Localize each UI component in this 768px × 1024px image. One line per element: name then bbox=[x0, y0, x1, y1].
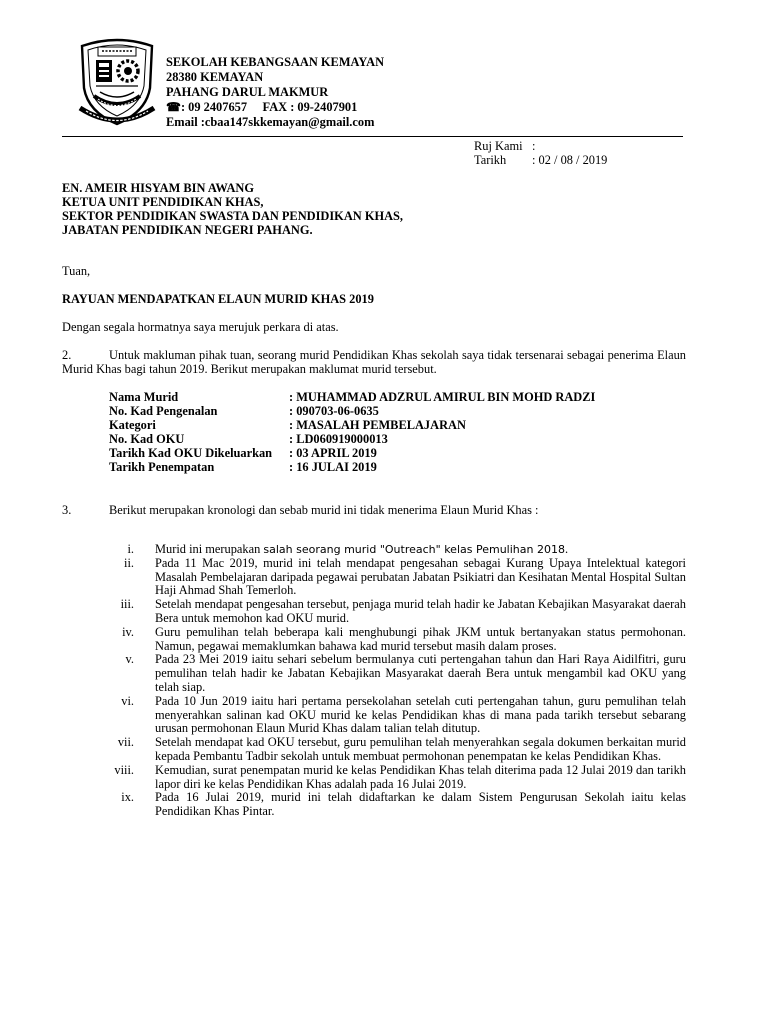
detail-value: : MASALAH PEMBELAJARAN bbox=[289, 418, 466, 432]
reference-block bbox=[474, 140, 607, 167]
school-name: SEKOLAH KEBANGSAAN KEMAYAN bbox=[166, 55, 385, 69]
student-details bbox=[109, 390, 595, 474]
list-item bbox=[100, 791, 686, 819]
postcode-town: 28380 KEMAYAN bbox=[166, 70, 264, 84]
ruj-label: Ruj Kami bbox=[474, 139, 523, 153]
salutation: Tuan, bbox=[62, 264, 91, 278]
ruj-row bbox=[474, 140, 607, 154]
state: PAHANG DARUL MAKMUR bbox=[166, 85, 329, 99]
detail-label: Tarikh Penempatan bbox=[109, 460, 215, 474]
item-text: Kemudian, surat penempatan murid ke kelas Pendidikan Khas telah diterima pada 12 Julai 2019 dan tarikh lapor diri ke kelas Pendidikan Khas adalah pada 16 Julai 2019. bbox=[155, 762, 686, 791]
item-number: iii. bbox=[120, 597, 134, 612]
addressee-line: SEKTOR PENDIDIKAN SWASTA DAN PENDIDIKAN KHAS, bbox=[62, 209, 404, 223]
ruj-value: : bbox=[532, 139, 536, 153]
phone-number: : 09 2407657 bbox=[180, 100, 248, 114]
item-number: ix. bbox=[121, 790, 134, 805]
addressee-line: JABATAN PENDIDIKAN NEGERI PAHANG. bbox=[62, 223, 313, 237]
detail-label: No. Kad OKU bbox=[109, 432, 185, 446]
item-text-part: . bbox=[564, 542, 569, 556]
detail-row bbox=[109, 432, 595, 446]
list-item bbox=[100, 626, 686, 654]
list-item bbox=[100, 736, 686, 764]
detail-value: : 090703-06-0635 bbox=[289, 404, 379, 418]
item-text: Guru pemulihan telah beberapa kali menghubungi pihak JKM untuk bertanyakan status permohonan. Namun, pegawai memaklumkan bahawa kad murid tersebut masih dalam proses. bbox=[155, 624, 686, 653]
item-text-part: Murid ini merupakan bbox=[155, 542, 264, 556]
detail-row bbox=[109, 404, 595, 418]
paragraph-number: 3. bbox=[62, 503, 72, 517]
list-item bbox=[100, 764, 686, 792]
item-text bbox=[155, 543, 686, 557]
fax-number: FAX : 09-2407901 bbox=[262, 100, 358, 114]
list-item bbox=[100, 543, 686, 557]
subject-heading: RAYUAN MENDAPATKAN ELAUN MURID KHAS 2019 bbox=[62, 292, 374, 306]
header-divider bbox=[62, 136, 683, 137]
list-item bbox=[100, 557, 686, 598]
detail-row bbox=[109, 390, 595, 404]
school-crest-icon bbox=[76, 36, 158, 126]
detail-row bbox=[109, 460, 595, 474]
item-number: iv. bbox=[122, 624, 134, 639]
detail-label: Kategori bbox=[109, 418, 156, 432]
paragraph-text: Berikut merupakan kronologi dan sebab murid ini tidak menerima Elaun Murid Khas : bbox=[109, 503, 539, 517]
telephone-icon: ☎ bbox=[166, 100, 181, 114]
detail-row bbox=[109, 446, 595, 460]
item-text: Pada 23 Mei 2019 iaitu sehari sebelum bermulanya cuti pertengahan tahun dan Hari Raya Aidilfitri, guru pemulihan telah hadir ke Jabatan Kebajikan Masyarakat daerah Bera untuk mengambil kad OKU yang telah siap. bbox=[155, 652, 686, 694]
paragraph-number: 2. bbox=[62, 348, 72, 362]
tarikh-row bbox=[474, 154, 607, 168]
tarikh-label: Tarikh bbox=[474, 152, 507, 167]
detail-label: Tarikh Kad OKU Dikeluarkan bbox=[109, 446, 273, 460]
paragraph-2 bbox=[62, 348, 686, 376]
item-text-part: salah seorang murid "Outreach" kelas Pemulihan 2018 bbox=[263, 543, 565, 556]
item-number: v. bbox=[125, 652, 134, 667]
contact-line bbox=[166, 100, 384, 115]
item-number: vi. bbox=[121, 693, 134, 708]
item-text: Pada 10 Jun 2019 iaitu hari pertama persekolahan setelah cuti pertengahan tahun, guru pemulihan telah menyerahkan salinan kad OKU murid ke kelas Pendidikan khas di mana pada tarikh tersebut sebarang urusan permohonan Elaun Murid Khas dalam talian telah ditutup. bbox=[155, 693, 686, 736]
letterhead bbox=[166, 55, 384, 130]
detail-value: : MUHAMMAD ADZRUL AMIRUL BIN MOHD RADZI bbox=[289, 390, 596, 404]
detail-row bbox=[109, 418, 595, 432]
detail-label: Nama Murid bbox=[109, 390, 179, 404]
tarikh-value: : 02 / 08 / 2019 bbox=[532, 152, 608, 167]
addressee-block bbox=[62, 181, 403, 237]
list-item bbox=[100, 695, 686, 736]
intro-paragraph: Dengan segala hormatnya saya merujuk perkara di atas. bbox=[62, 320, 339, 334]
detail-value: : LD060919000013 bbox=[289, 432, 388, 446]
addressee-line: KETUA UNIT PENDIDIKAN KHAS, bbox=[62, 195, 264, 209]
detail-label: No. Kad Pengenalan bbox=[109, 404, 218, 418]
item-number: i. bbox=[127, 542, 134, 556]
email-address: Email :cbaa147skkemayan@gmail.com bbox=[166, 115, 375, 129]
list-item bbox=[100, 598, 686, 626]
list-item bbox=[100, 653, 686, 694]
detail-value: : 03 APRIL 2019 bbox=[289, 446, 377, 460]
chronology-list bbox=[100, 543, 686, 819]
item-number: viii. bbox=[114, 762, 134, 777]
detail-value: : 16 JULAI 2019 bbox=[289, 460, 377, 474]
item-text: Pada 11 Mac 2019, murid ini telah mendapat pengesahan sebagai Kurang Upaya Intelektual kategori Masalah Pembelajaran daripada pegawai perubatan Jabatan Psikiatri dan Kesihatan Mental Hospital Sultan Haji Ahmad Shah Temerloh. bbox=[155, 555, 686, 598]
addressee-line: EN. AMEIR HISYAM BIN AWANG bbox=[62, 181, 254, 195]
item-number: ii. bbox=[124, 555, 134, 570]
item-text: Pada 16 Julai 2019, murid ini telah didaftarkan ke dalam Sistem Pengurusan Sekolah iaitu kelas Pendidikan Khas Pintar. bbox=[155, 790, 686, 819]
paragraph-text: Untuk makluman pihak tuan, seorang murid Pendidikan Khas sekolah saya tidak tersenarai sebagai penerima Elaun Murid Khas bagi tahun 2019. Berikut merupakan maklumat murid tersebut. bbox=[62, 348, 686, 376]
item-text: Setelah mendapat pengesahan tersebut, penjaga murid telah hadir ke Jabatan Kebajikan Masyarakat daerah Bera untuk memohon kad OKU murid. bbox=[155, 597, 686, 625]
item-number: vii. bbox=[117, 735, 134, 750]
paragraph-3 bbox=[62, 503, 538, 518]
item-text: Setelah mendapat kad OKU tersebut, guru pemulihan telah menyerahkan segala dokumen berkaitan murid kepada Pembantu Tadbir sekolah untuk membuat permohonan penempatan ke kelas Pendidikan Khas. bbox=[155, 735, 686, 763]
